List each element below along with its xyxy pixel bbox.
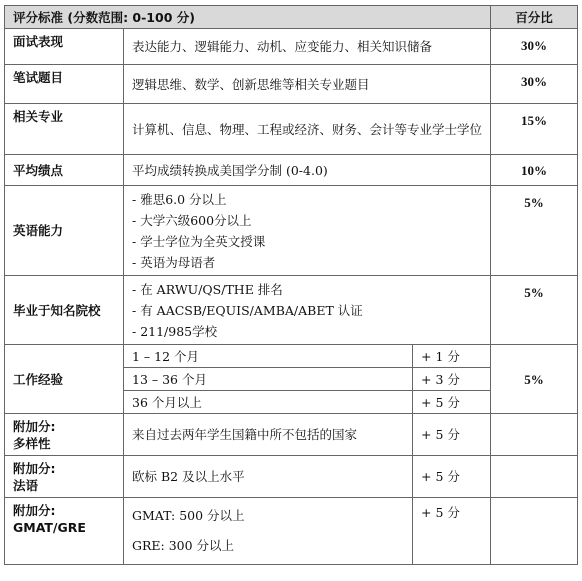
work-range: 1 – 12 个月	[124, 345, 413, 368]
row-desc-gpa: 平均成绩转换成美国学分制 (0-4.0)	[124, 155, 491, 186]
table-row	[5, 155, 578, 186]
row-label-work: 工作经验	[5, 345, 124, 414]
table-row	[5, 456, 578, 498]
table-row	[5, 345, 578, 368]
percent-header: 百分比	[491, 6, 578, 29]
row-points-gmat: + 5 分	[413, 498, 491, 565]
row-list-gmat	[124, 498, 413, 565]
list-item: - 英语为母语者	[132, 254, 216, 270]
row-points-french: + 5 分	[413, 456, 491, 498]
table-row	[5, 104, 578, 155]
row-list-school	[124, 276, 491, 345]
list-item: - 雅思6.0 分以上	[132, 191, 227, 207]
work-range: 13 – 36 个月	[124, 368, 413, 391]
table-row	[5, 414, 578, 456]
row-desc-french: 欧标 B2 及以上水平	[124, 456, 413, 498]
row-percent-interview: 30%	[491, 29, 578, 65]
label-line: 法语	[13, 477, 39, 493]
empty-cell	[491, 456, 578, 498]
row-desc-major: 计算机、信息、物理、工程或经济、财务、会计等专业学士学位	[124, 104, 491, 155]
row-desc-diversity: 来自过去两年学生国籍中所不包括的国家	[124, 414, 413, 456]
empty-cell	[491, 498, 578, 565]
list-item: GRE: 300 分以上	[132, 538, 235, 553]
row-desc-interview: 表达能力、逻辑能力、动机、应变能力、相关知识储备	[124, 29, 491, 65]
table-row	[5, 498, 578, 565]
work-points: + 1 分	[413, 345, 491, 368]
row-percent-major: 15%	[491, 104, 578, 155]
table-row	[5, 29, 578, 65]
label-line: 附加分:	[13, 460, 56, 476]
row-label-diversity	[5, 414, 124, 456]
row-label-french	[5, 456, 124, 498]
work-points: + 3 分	[413, 368, 491, 391]
empty-cell	[491, 414, 578, 456]
row-percent-english: 5%	[491, 186, 578, 276]
row-label-major: 相关专业	[5, 104, 124, 155]
list-item: - 211/985学校	[132, 323, 218, 339]
row-label-english: 英语能力	[5, 186, 124, 276]
row-percent-school: 5%	[491, 276, 578, 345]
list-item: GMAT: 500 分以上	[132, 508, 245, 523]
label-line: 附加分:	[13, 418, 56, 434]
row-points-diversity: + 5 分	[413, 414, 491, 456]
work-range: 36 个月以上	[124, 391, 413, 414]
list-item: - 在 ARWU/QS/THE 排名	[132, 281, 283, 297]
row-label-gmat	[5, 498, 124, 565]
label-line: 多样性	[13, 435, 51, 451]
label-line: 附加分:	[13, 503, 56, 518]
row-percent-written: 30%	[491, 65, 578, 104]
row-label-written: 笔试题目	[5, 65, 124, 104]
table-row	[5, 186, 578, 276]
row-label-school: 毕业于知名院校	[5, 276, 124, 345]
list-item: - 有 AACSB/EQUIS/AMBA/ABET 认证	[132, 302, 363, 318]
criteria-header: 评分标准 (分数范围: 0-100 分)	[5, 6, 491, 29]
row-label-gpa: 平均绩点	[5, 155, 124, 186]
scoring-criteria-table	[4, 5, 578, 565]
row-percent-gpa: 10%	[491, 155, 578, 186]
work-points: + 5 分	[413, 391, 491, 414]
list-item: - 大学六级600分以上	[132, 212, 252, 228]
table-header-row	[5, 6, 578, 29]
label-line: GMAT/GRE	[13, 520, 86, 535]
row-list-english	[124, 186, 491, 276]
list-item: - 学士学位为全英文授课	[132, 233, 266, 249]
row-percent-work: 5%	[491, 345, 578, 414]
row-desc-written: 逻辑思维、数学、创新思维等相关专业题目	[124, 65, 491, 104]
table-row	[5, 276, 578, 345]
table-row	[5, 65, 578, 104]
row-label-interview: 面试表现	[5, 29, 124, 65]
